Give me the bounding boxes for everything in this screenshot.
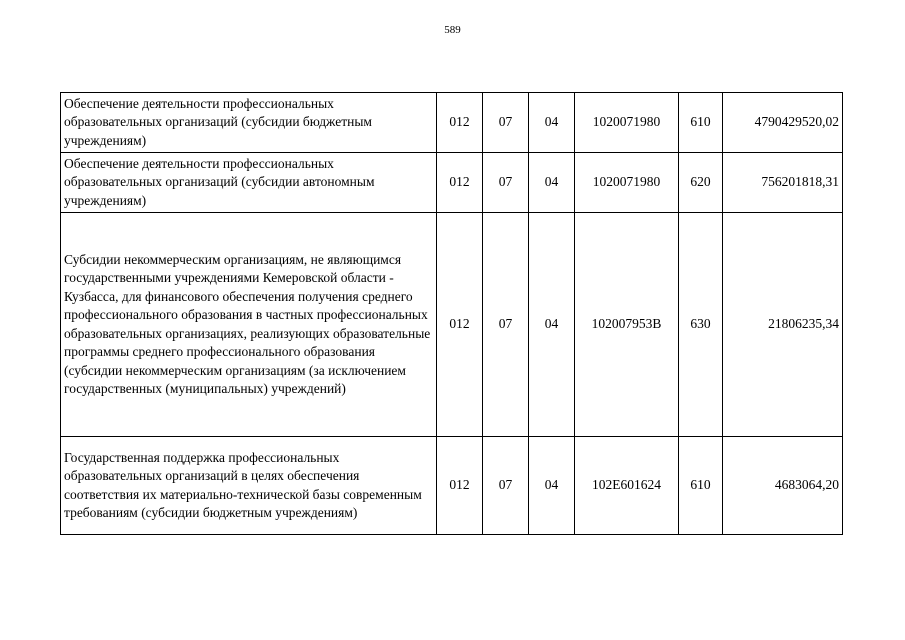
ministry-code: 012 (437, 153, 483, 213)
ministry-code: 012 (437, 213, 483, 437)
amount-value: 4790429520,02 (723, 93, 843, 153)
expense-type-code: 610 (679, 437, 723, 535)
page-number: 589 (444, 24, 461, 36)
target-article-code: 1020071980 (575, 153, 679, 213)
target-article-code: 102007953В (575, 213, 679, 437)
target-article-code: 1020071980 (575, 93, 679, 153)
row-description: Обеспечение деятельности профессиональных образовательных организаций (субсидии автономным учреждениям) (61, 153, 437, 213)
ministry-code: 012 (437, 93, 483, 153)
row-description: Государственная поддержка профессиональных образовательных организаций в целях обеспечения соответствия их материально-технической базы современным требованиям (субсидии бюджетным учреждениям) (61, 437, 437, 535)
target-article-code: 102Е601624 (575, 437, 679, 535)
budget-table (60, 92, 843, 535)
section-code: 07 (483, 437, 529, 535)
table-row (61, 213, 843, 437)
row-description: Субсидии некоммерческим организациям, не являющимся государственными учреждениями Кемеровской области - Кузбасса, для финансового обеспечения получения среднего профессионального образования в частных профессиональных образовательных организациях, реализующих образовательные программы среднего профессионального образования (субсидии некоммерческим организациям (за исключением государственных (муниципальных) учреждений) (61, 213, 437, 437)
table-row (61, 437, 843, 535)
amount-value: 4683064,20 (723, 437, 843, 535)
expense-type-code: 620 (679, 153, 723, 213)
amount-value: 21806235,34 (723, 213, 843, 437)
amount-value: 756201818,31 (723, 153, 843, 213)
subsection-code: 04 (529, 93, 575, 153)
subsection-code: 04 (529, 213, 575, 437)
section-code: 07 (483, 93, 529, 153)
table-row (61, 153, 843, 213)
ministry-code: 012 (437, 437, 483, 535)
row-description: Обеспечение деятельности профессиональных образовательных организаций (субсидии бюджетным учреждениям) (61, 93, 437, 153)
section-code: 07 (483, 153, 529, 213)
expense-type-code: 630 (679, 213, 723, 437)
subsection-code: 04 (529, 437, 575, 535)
subsection-code: 04 (529, 153, 575, 213)
expense-type-code: 610 (679, 93, 723, 153)
table-row (61, 93, 843, 153)
section-code: 07 (483, 213, 529, 437)
